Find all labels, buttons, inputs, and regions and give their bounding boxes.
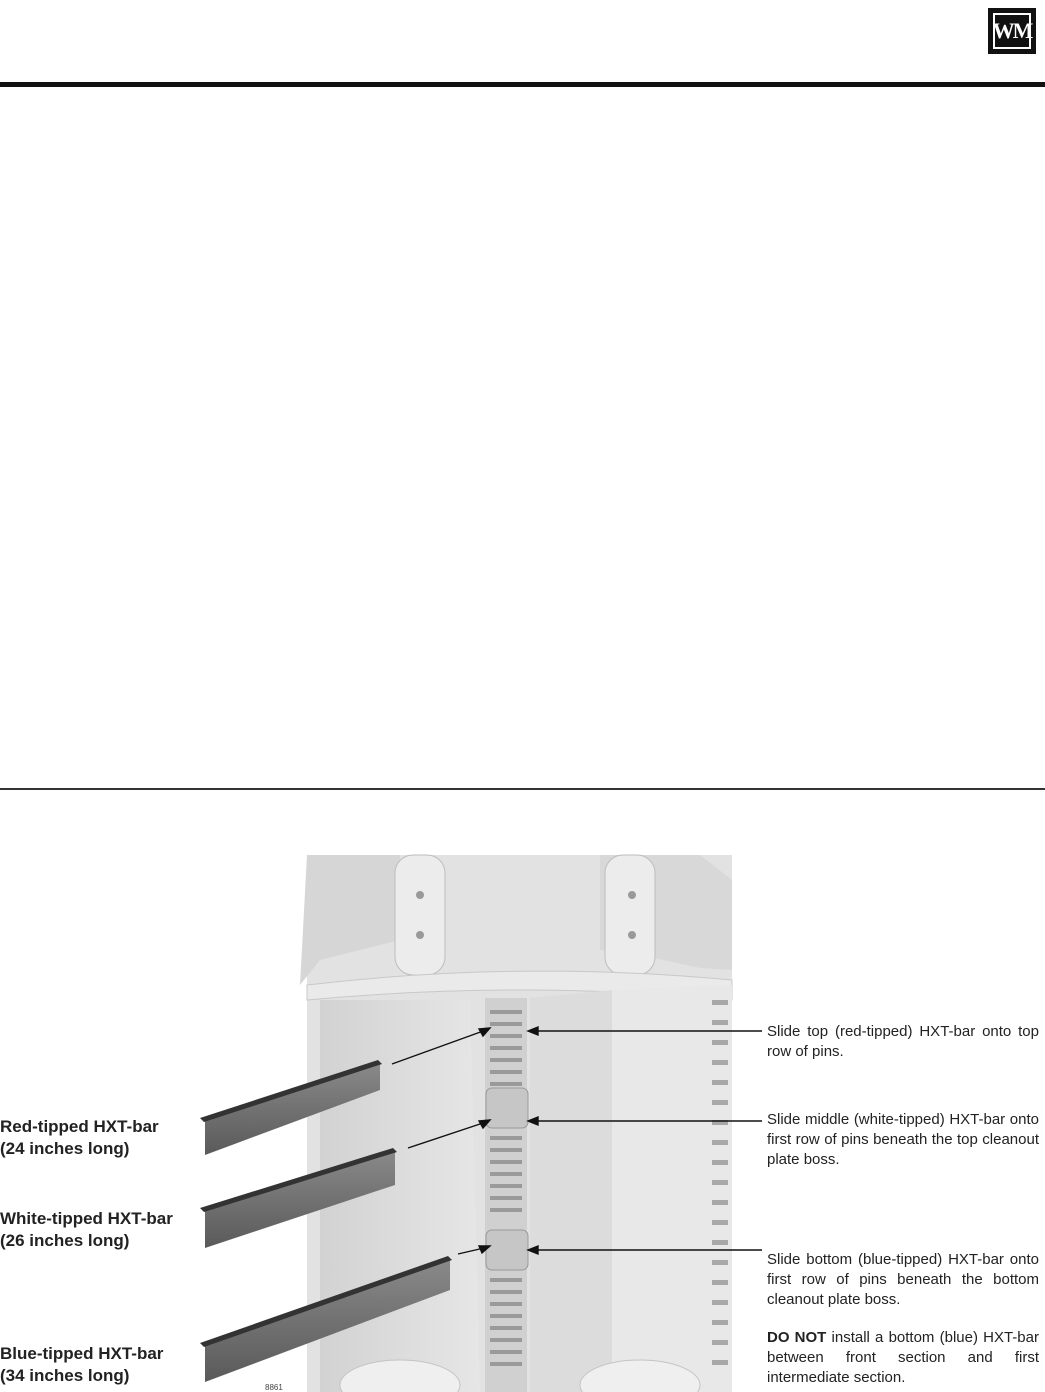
do-not-install-note — [767, 1328, 1039, 1388]
white-bar-label: White-tipped HXT-bar (26 inches long) — [0, 1209, 173, 1250]
hxt-bar-installation-figure — [0, 850, 1045, 1392]
section-rule — [0, 788, 1045, 790]
note-emphasis: DO NOT — [767, 1329, 827, 1346]
company-logo: WM — [988, 8, 1036, 54]
figure-number: 8861 — [265, 1383, 283, 1392]
callout-top-bar: Slide top (red-tipped) HXT-bar onto top row of pins. — [767, 1023, 1039, 1060]
note-text: install a bottom (blue) HXT-bar between front section and first intermediate section. — [767, 1329, 1039, 1386]
red-bar-label: Red-tipped HXT-bar (24 inches long) — [0, 1117, 159, 1158]
callout-bottom-bar: Slide bottom (blue-tipped) HXT-bar onto first row of pins beneath the bottom cleanout plate boss. — [767, 1251, 1039, 1308]
header-rule — [0, 82, 1045, 87]
blue-bar-label: Blue-tipped HXT-bar (34 inches long) — [0, 1344, 164, 1385]
callout-middle-bar: Slide middle (white-tipped) HXT-bar onto first row of pins beneath the top cleanout plate boss. — [767, 1111, 1039, 1168]
